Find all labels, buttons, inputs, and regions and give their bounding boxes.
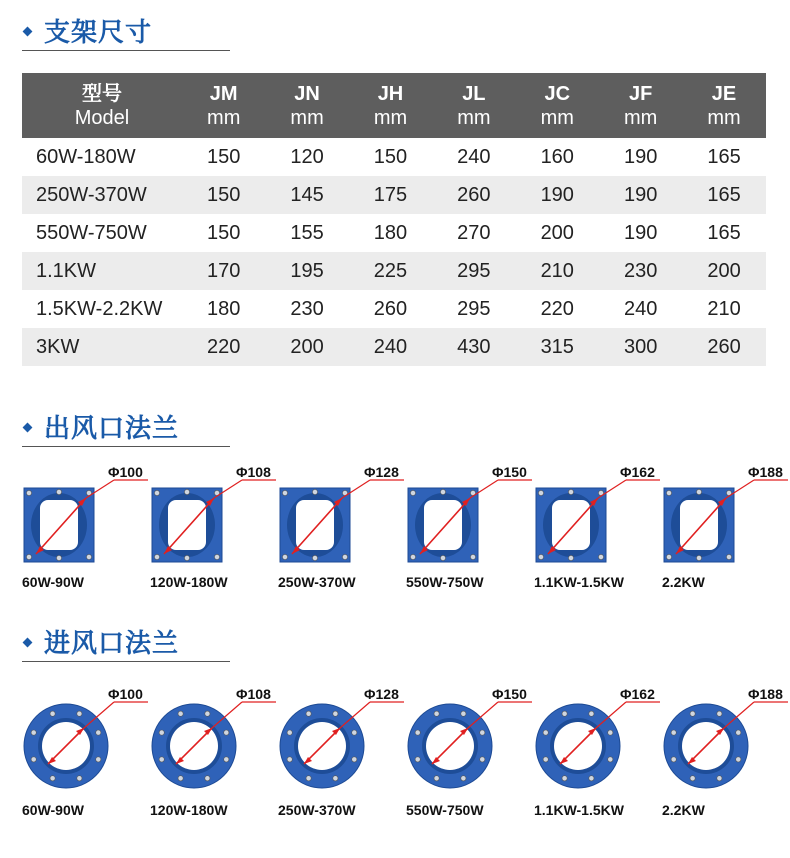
header-label: JF: [628, 83, 653, 105]
cell-value: 190: [623, 221, 658, 244]
bolt-hole-icon: [224, 730, 229, 735]
cell-value: 160: [540, 145, 574, 168]
header-unit: mm: [373, 107, 408, 129]
bracket-dimension-table: [22, 73, 766, 366]
header-jm: [182, 73, 265, 138]
bolt-hole-icon: [696, 489, 701, 494]
cell-model: 250W-370W: [36, 183, 147, 206]
bolt-hole-icon: [440, 555, 445, 560]
header-unit: mm: [207, 107, 241, 129]
bolt-hole-icon: [480, 757, 485, 762]
bolt-hole-icon: [671, 757, 676, 762]
bolt-hole-icon: [282, 554, 287, 559]
table-row: [22, 252, 766, 290]
flange-power-label: 250W-370W: [278, 574, 356, 590]
cell-value: 180: [207, 297, 241, 320]
outlet-flange-0: [22, 466, 150, 596]
cell-value: 150: [207, 183, 241, 206]
bolt-hole-icon: [568, 555, 573, 560]
flange-diameter-label: Φ128: [364, 464, 399, 480]
cell-value: 430: [457, 335, 491, 358]
square-flange-icon: [534, 466, 662, 578]
flange-power-label: 1.1KW-1.5KW: [534, 802, 624, 818]
bolt-hole-icon: [589, 776, 594, 781]
table-row: [22, 290, 766, 328]
bolt-hole-icon: [287, 730, 292, 735]
cell-value: 260: [373, 297, 408, 320]
section-title-outlet: 出风口法兰: [44, 413, 180, 443]
bolt-hole-icon: [410, 490, 415, 495]
table-header: [22, 73, 766, 138]
bolt-hole-icon: [86, 554, 91, 559]
header-jl: [432, 73, 515, 138]
inlet-flange-1: [150, 688, 278, 818]
cell-value: 190: [540, 183, 574, 206]
bolt-hole-icon: [717, 776, 722, 781]
flange-diameter-label: Φ108: [236, 686, 271, 702]
flange-diameter-label: Φ100: [108, 464, 143, 480]
flange-power-label: 2.2KW: [662, 574, 705, 590]
bolt-hole-icon: [538, 554, 543, 559]
table-row: [22, 214, 766, 252]
bolt-hole-icon: [415, 730, 420, 735]
header-jc: [516, 73, 599, 138]
round-flange-icon: [150, 688, 278, 800]
cell-value: 220: [540, 297, 574, 320]
bolt-hole-icon: [434, 711, 439, 716]
header-unit: mm: [707, 107, 741, 129]
cell-value: 240: [373, 335, 408, 358]
cell-value: 190: [623, 183, 658, 206]
bolt-hole-icon: [538, 490, 543, 495]
bolt-hole-icon: [50, 776, 55, 781]
diamond-bullet-icon: [23, 423, 33, 433]
flange-diameter-label: Φ128: [364, 686, 399, 702]
square-flange-icon: [22, 466, 150, 578]
round-flange-icon: [278, 688, 406, 800]
cell-value: 145: [290, 183, 324, 206]
header-jf: [599, 73, 682, 138]
cell-value: 260: [707, 335, 741, 358]
header-jh: [349, 73, 432, 138]
header-model-en: Model: [74, 107, 130, 129]
inlet-flange-3: [406, 688, 534, 818]
table-row: [22, 328, 766, 366]
bolt-hole-icon: [184, 555, 189, 560]
bolt-hole-icon: [671, 730, 676, 735]
bolt-hole-icon: [598, 554, 603, 559]
bolt-hole-icon: [159, 757, 164, 762]
inlet-flange-5: [662, 688, 790, 818]
bolt-hole-icon: [562, 776, 567, 781]
outlet-flange-5: [662, 466, 790, 596]
flange-diameter-label: Φ150: [492, 464, 527, 480]
cell-value: 260: [457, 183, 491, 206]
bolt-hole-icon: [312, 489, 317, 494]
cell-value: 230: [623, 259, 658, 282]
cell-value: 155: [290, 221, 324, 244]
bolt-hole-icon: [31, 757, 36, 762]
bolt-hole-icon: [342, 554, 347, 559]
bolt-hole-icon: [178, 711, 183, 716]
flange-diameter-label: Φ150: [492, 686, 527, 702]
round-flange-icon: [534, 688, 662, 800]
cell-value: 180: [373, 221, 408, 244]
bolt-hole-icon: [696, 555, 701, 560]
cell-value: 150: [207, 221, 241, 244]
cell-value: 315: [540, 335, 574, 358]
cell-value: 120: [290, 145, 324, 168]
cell-value: 240: [457, 145, 491, 168]
bolt-hole-icon: [154, 490, 159, 495]
bolt-hole-icon: [434, 776, 439, 781]
flange-power-label: 550W-750W: [406, 574, 484, 590]
cell-value: 300: [623, 335, 658, 358]
flange-diameter-label: Φ188: [748, 464, 783, 480]
bolt-hole-icon: [26, 554, 31, 559]
bolt-hole-icon: [77, 711, 82, 716]
section-header-outlet: [22, 410, 230, 447]
cell-value: 200: [290, 335, 324, 358]
flange-power-label: 2.2KW: [662, 802, 705, 818]
flange-power-label: 60W-90W: [22, 802, 84, 818]
cell-value: 150: [207, 145, 241, 168]
header-unit: mm: [290, 107, 324, 129]
bolt-hole-icon: [461, 711, 466, 716]
cell-value: 190: [623, 145, 658, 168]
bolt-hole-icon: [415, 757, 420, 762]
header-unit: mm: [540, 107, 574, 129]
flange-diameter-label: Φ162: [620, 464, 655, 480]
bolt-hole-icon: [333, 776, 338, 781]
flange-diameter-label: Φ100: [108, 686, 143, 702]
bolt-hole-icon: [56, 489, 61, 494]
table-row: [22, 138, 766, 176]
header-unit: mm: [623, 107, 658, 129]
header-label: JM: [209, 83, 238, 105]
bolt-hole-icon: [31, 730, 36, 735]
inlet-flange-0: [22, 688, 150, 818]
header-label: JE: [711, 83, 737, 105]
diamond-bullet-icon: [23, 638, 33, 648]
bolt-hole-icon: [96, 730, 101, 735]
inlet-flange-4: [534, 688, 662, 818]
bolt-hole-icon: [26, 490, 31, 495]
outlet-flange-2: [278, 466, 406, 596]
flange-power-label: 120W-180W: [150, 802, 228, 818]
round-flange-icon: [22, 688, 150, 800]
cell-value: 170: [207, 259, 241, 282]
cell-value: 200: [540, 221, 574, 244]
bolt-hole-icon: [154, 554, 159, 559]
bolt-hole-icon: [352, 757, 357, 762]
outlet-flange-4: [534, 466, 662, 596]
bolt-hole-icon: [214, 554, 219, 559]
cell-model: 1.5KW-2.2KW: [36, 297, 163, 320]
bolt-hole-icon: [282, 490, 287, 495]
section-title-inlet: 进风口法兰: [44, 628, 180, 658]
cell-value: 295: [457, 297, 491, 320]
bolt-hole-icon: [666, 490, 671, 495]
cell-value: 195: [290, 259, 324, 282]
flange-power-label: 120W-180W: [150, 574, 228, 590]
bolt-hole-icon: [461, 776, 466, 781]
bolt-hole-icon: [312, 555, 317, 560]
bolt-hole-icon: [666, 554, 671, 559]
cell-model: 550W-750W: [36, 221, 147, 244]
section-header-inlet: [22, 625, 230, 662]
header-jn: [265, 73, 348, 138]
bolt-hole-icon: [159, 730, 164, 735]
cell-value: 225: [373, 259, 408, 282]
section-title-bracket: 支架尺寸: [44, 17, 153, 47]
header-label: JC: [544, 83, 571, 105]
cell-value: 165: [707, 145, 741, 168]
bolt-hole-icon: [690, 711, 695, 716]
cell-value: 175: [373, 183, 408, 206]
bolt-hole-icon: [178, 776, 183, 781]
cell-value: 210: [540, 259, 574, 282]
header-model-cn: 型号: [82, 83, 122, 105]
bolt-hole-icon: [184, 489, 189, 494]
outlet-flange-3: [406, 466, 534, 596]
flange-power-label: 60W-90W: [22, 574, 84, 590]
cell-model: 1.1KW: [36, 259, 97, 282]
flange-diameter-label: Φ108: [236, 464, 271, 480]
flange-power-label: 550W-750W: [406, 802, 484, 818]
bolt-hole-icon: [562, 711, 567, 716]
bolt-hole-icon: [96, 757, 101, 762]
bolt-hole-icon: [589, 711, 594, 716]
bolt-hole-icon: [352, 730, 357, 735]
bolt-hole-icon: [726, 554, 731, 559]
bolt-hole-icon: [690, 776, 695, 781]
cell-value: 165: [707, 183, 741, 206]
cell-value: 220: [207, 335, 241, 358]
header-label: JN: [294, 83, 320, 105]
cell-value: 270: [457, 221, 491, 244]
bolt-hole-icon: [77, 776, 82, 781]
table-row: [22, 176, 766, 214]
bolt-hole-icon: [50, 711, 55, 716]
header-unit: mm: [457, 107, 491, 129]
header-model: [22, 73, 182, 138]
inlet-flange-2: [278, 688, 406, 818]
cell-value: 150: [373, 145, 408, 168]
flange-power-label: 250W-370W: [278, 802, 356, 818]
bolt-hole-icon: [410, 554, 415, 559]
cell-value: 240: [623, 297, 658, 320]
bolt-hole-icon: [440, 489, 445, 494]
bolt-hole-icon: [470, 554, 475, 559]
cell-value: 200: [707, 259, 741, 282]
round-flange-icon: [406, 688, 534, 800]
cell-value: 210: [707, 297, 741, 320]
cell-value: 165: [707, 221, 741, 244]
flange-diameter-label: Φ188: [748, 686, 783, 702]
bolt-hole-icon: [56, 555, 61, 560]
bolt-hole-icon: [224, 757, 229, 762]
square-flange-icon: [406, 466, 534, 578]
round-flange-icon: [662, 688, 790, 800]
bolt-hole-icon: [205, 711, 210, 716]
bolt-hole-icon: [543, 757, 548, 762]
cell-value: 295: [457, 259, 491, 282]
bolt-hole-icon: [205, 776, 210, 781]
bolt-hole-icon: [608, 730, 613, 735]
bolt-hole-icon: [287, 757, 292, 762]
bolt-hole-icon: [333, 711, 338, 716]
cell-model: 60W-180W: [36, 145, 136, 168]
square-flange-icon: [662, 466, 790, 578]
square-flange-icon: [278, 466, 406, 578]
bolt-hole-icon: [608, 757, 613, 762]
diamond-bullet-icon: [23, 27, 33, 37]
flange-power-label: 1.1KW-1.5KW: [534, 574, 624, 590]
bolt-hole-icon: [306, 776, 311, 781]
bolt-hole-icon: [736, 730, 741, 735]
flange-diameter-label: Φ162: [620, 686, 655, 702]
outlet-flange-row: [0, 466, 790, 596]
header-je: [682, 73, 765, 138]
inlet-flange-row: [0, 688, 790, 818]
outlet-flange-1: [150, 466, 278, 596]
bolt-hole-icon: [543, 730, 548, 735]
cell-value: 230: [290, 297, 324, 320]
bolt-hole-icon: [480, 730, 485, 735]
bolt-hole-icon: [717, 711, 722, 716]
square-flange-icon: [150, 466, 278, 578]
bolt-hole-icon: [568, 489, 573, 494]
table-body: [22, 138, 766, 366]
section-header-bracket: [22, 14, 230, 51]
header-label: JL: [462, 83, 486, 105]
bolt-hole-icon: [306, 711, 311, 716]
bolt-hole-icon: [736, 757, 741, 762]
header-label: JH: [377, 83, 404, 105]
cell-model: 3KW: [36, 335, 80, 358]
